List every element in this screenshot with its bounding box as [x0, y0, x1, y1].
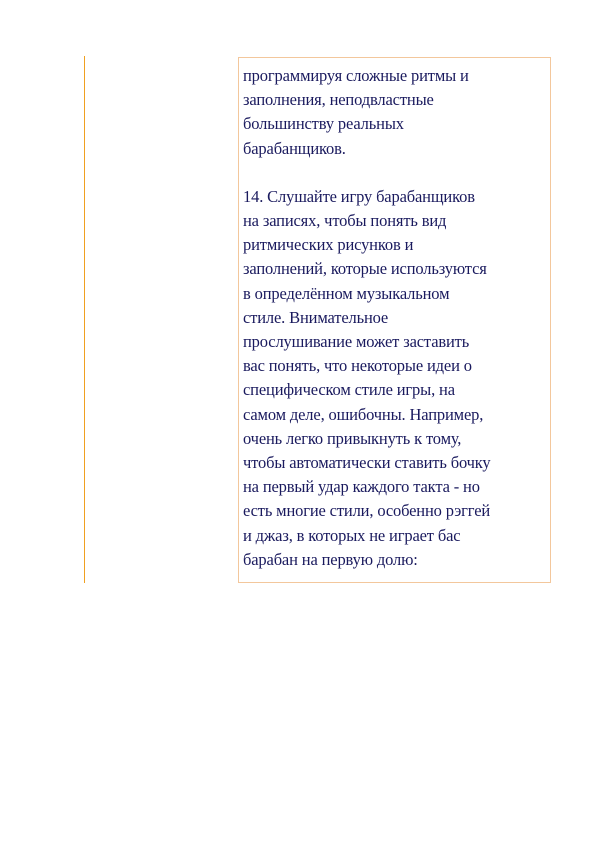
paragraph-tip-14: 14. Слушайте игру барабанщиков на записях, чтобы понять вид ритмических рисунков и заполнений, которые используются в определённом музыкальном стиле. Внимательное прослушивание может заставить вас понять, что некоторые идеи о специфическом стиле игры, на самом деле, ошибочны. Например, очень легко привыкнуть к тому, чтобы автоматически ставить бочку на первый удар каждого такта - но есть многие стили, особенно рэггей и джаз, в которых не играет бас барабан на первую долю: — [243, 186, 491, 569]
left-margin-rule — [84, 56, 85, 583]
paragraph-continuation: программируя сложные ритмы и заполнения, неподвластные большинству реальных барабанщиков. — [243, 66, 469, 158]
text-frame — [238, 57, 551, 583]
